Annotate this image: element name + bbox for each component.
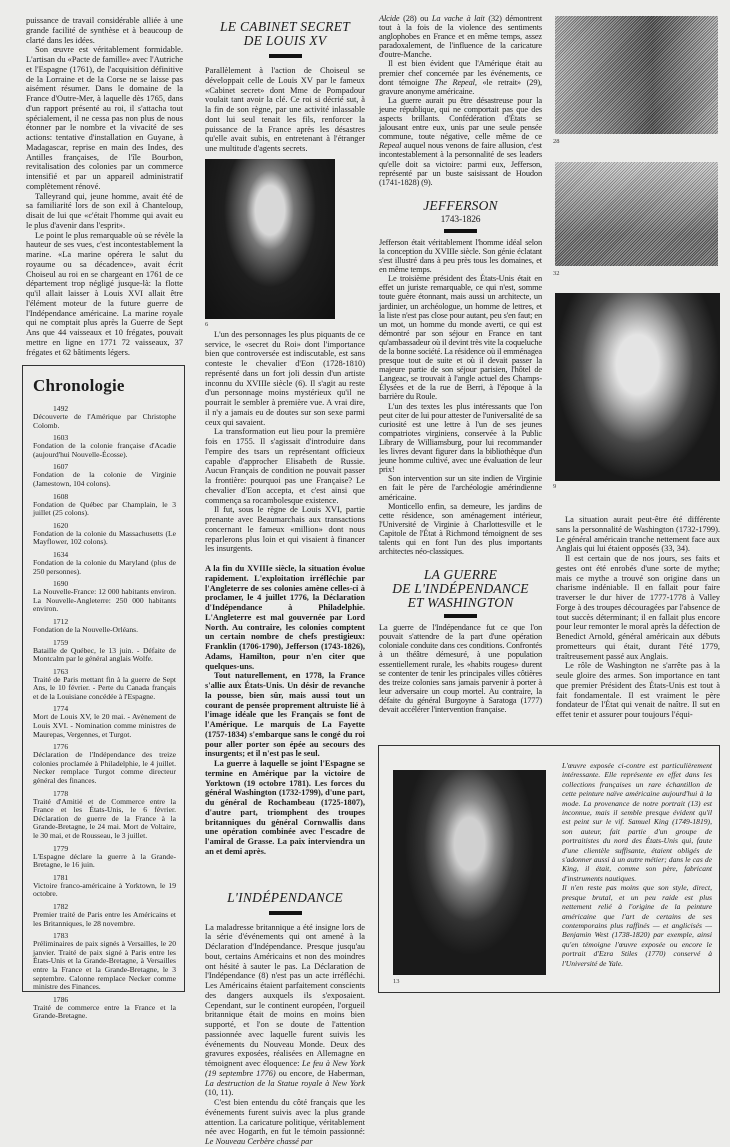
title-line: DE LOUIS XV xyxy=(243,33,327,48)
paragraph: Monticello enfin, sa demeure, les jardins de cette résidence, son aménagement intérieur, l'Université de Virginie à Charlottesville et le Capitole de l'État à Richmond témoignent de ses talents qui en font l'un des plus importants architectes néo-classiques. xyxy=(379,501,542,557)
chronologie-event: La Nouvelle-France: 12 000 habitants environ. La Nouvelle-Angleterre: 250 000 habitants environ. xyxy=(33,587,176,614)
chronologie-year: 1763 xyxy=(53,666,69,676)
engraving-alcide-image xyxy=(555,16,718,134)
chronologie-year: 1603 xyxy=(53,433,69,443)
italic-title: Le feu à New York (19 septembre 1776) xyxy=(205,1059,365,1078)
chronologie-year: 1774 xyxy=(53,704,69,714)
chronologie-event: Premier traité de Paris entre les Américains et les Britanniques, le 28 novembre. xyxy=(33,909,176,928)
chronologie-event: Déclaration de l'Indépendance des treize colonies proclamée à Philadelphie, le 4 juillet. Necker remplace Turgot comme directeur général des finances. xyxy=(33,750,176,786)
chronologie-year: 1620 xyxy=(53,520,69,530)
paragraph: La guerre de l'Indépendance fut ce que l'on pouvait s'attendre de la part d'une opération coloniale conduite dans ces conditions. Confrontés à un théâtre démesuré, à une population essentiellement rurale, les «habits rouges» durent se contenter de tenir les principales villes côtières des treize colonies sans jamais parvenir à porter à leur adversaire un coup mortel. Au contraire, la défaite du général Burgoyne à Saratoga (1777) devait accélérer l'intervention française. xyxy=(379,623,542,714)
column-4-text xyxy=(556,515,720,720)
chronologie-event: Fondation de Québec par Champlain, le 3 juillet (25 colons). xyxy=(33,499,176,518)
chronologie-event: Fondation de la colonie française d'Acadie (aujourd'hui Nouvelle-Écosse). xyxy=(33,441,176,459)
paragraph: Il fut, sous le règne de Louis XVI, partie prenante avec Beaumarchais aux transactions concernant le fameux «million» dont nous reparlerons plus loin et qui visaient à financer les insurgents. xyxy=(205,505,365,554)
chronologie-event: Traité de commerce entre la France et la Grande-Bretagne. xyxy=(33,1002,176,1021)
section-title-jefferson: JEFFERSON xyxy=(423,197,498,213)
title-line: DE L'INDÉPENDANCE xyxy=(392,581,529,597)
column-1-text xyxy=(26,16,183,357)
paragraph: La transformation eut lieu pour la première fois en 1755. Il s'agissait d'introduire dans l'empire des tsars un représentant officieux capable d'approcher Elisabeth de Russie. Aucun Français de condition ne pouvait passer la frontière: pourquoi pas une Française? Le chevalier d'Eon accepta, et c'est ainsi que commença sa rocambolesque existence. xyxy=(205,427,365,505)
text: ou encore, de Haberman, xyxy=(275,1068,365,1078)
chronologie-event: Bataille de Québec, le 13 juin. - Défaite de Montcalm par le général anglais Wolfe. xyxy=(33,645,176,664)
paragraph xyxy=(205,923,365,1099)
chronologie-event: Fondation de la colonie du Maryland (plus de 250 personnes). xyxy=(33,557,176,576)
paragraph: Le point le plus remarquable où se révèle la hauteur de ses vues, c'est incontestablement la marine. «La marine opérera le salut du royaume ou sa décadence», avait écrit Choiseul au roi en se chargeant en 1761 de ce département trop négligé jusque-là: la flotte qu'il allait laisser à Louis XVI allait être l'élément moteur de la future guerre de l'Indépendance américaine. La marine royale qui ne comptait plus après la Guerre de Sept Ans que 44 vaisseaux et 10 frégates, pouvait mettre en ligne en 1771 72 vaisseaux, 37 frégates et 62 bâtiments légers. xyxy=(26,230,183,357)
title-rule xyxy=(444,229,477,233)
paragraph: Son œuvre est véritablement formidable. L'artisan du «Pacte de famille» avec l'Autriche et l'Espagne (1761), de l'acquisition définitive de la Lorraine et de la Corse ne se laisse pas aisément résumer. Dans le domaine de la France d'Outre-Mer, à laquelle dès 1765, dans d'un rapport présenté au roi, il s'attacha tout spécialement, il ne cessa pas non plus de nous étonner par le nombre et la vivacité de ses actions: tentative d'installation en Guyane, à Madagascar, reprise en main des Indes, des Antilles françaises, de l'île Bourbon, revitalisation des colonies par un commerce intensifié et par un appareil administratif complètement rénové. xyxy=(26,45,183,191)
paragraph: Talleyrand qui, jeune homme, avait été de sa familiarité lors de son exil à Chanteloup, disait de lui que «c'était l'homme qui avait eu le plus d'avenir dans l'esprit». xyxy=(26,191,183,230)
chronologie-year: 1608 xyxy=(53,491,69,501)
chronologie-year: 1778 xyxy=(53,788,69,798)
figure-number: 6 xyxy=(205,320,209,328)
title-rule xyxy=(269,54,302,58)
chronologie-box xyxy=(22,365,185,1021)
chronologie-year: 1712 xyxy=(53,616,69,626)
section-title-independance: L'INDÉPENDANCE xyxy=(227,889,343,905)
italic-title: La vache à lait xyxy=(431,14,485,23)
paragraph: L'un des personnages les plus piquants de ce service, le «secret du Roi» dont l'importance bien que controversée est indiscutable, est sans conteste le chevalier d'Eon (1728-1810) représenté dans un fort joli dessin d'un artiste inconnu du XVIIIe siècle (6). Il s'agit au reste d'un personnage moins mystérieux qu'il ne pourrait le sembler à première vue. A vrai dire, il n'y a jamais eu de doutes sur son sexe parmi ceux qui savaient. xyxy=(205,329,365,427)
text: , «le retrait» (29), gravure anonyme américaine. xyxy=(379,77,542,96)
chronologie-year: 1783 xyxy=(53,931,69,941)
italic-title: The Repeal xyxy=(434,77,475,87)
chronologie-event: Préliminaires de paix signés à Versailles, le 20 janvier. Traité de paix signé à Paris entre les États-Unis et la Grande-Bretagne, à Versailles entre la France et la Grande-Bretagne, le 3 septembre. Calonne remplace Necker comme ministre des Finances. xyxy=(33,939,176,992)
figure-6 xyxy=(205,154,365,330)
italic-title: Le Nouveau Cerbère chassé par xyxy=(205,1137,313,1146)
paragraph: L'un des textes les plus intéressants que l'on peut citer de lui pour attester de l'universalité de sa curiosité est une lettre à l'un de ses jeunes compatriotes virginiens, conservée à la Public Library de Williamsburg, pour lui recommander les livres devant figurer dans la bibliothèque d'un jeune homme cultivé, avec une évaluation de leur prix! xyxy=(379,401,542,475)
chronologie-year: 1779 xyxy=(53,843,69,853)
chronologie-event: Fondation de la colonie du Massachusetts (Le Mayflower, 102 colons). xyxy=(33,528,176,547)
paragraph: Il est certain que de nos jours, ses faits et gestes ont été enrobés d'une sorte de mythe; mais ce mythe a trouvé son origine dans un charisme indéniable. Il en fallait pour faire traverser le dur hiver de 1777-1778 à Valley Forge à des troupes découragées par l'absence de tout succès déterminant; il en fallait plus encore pour leur remonter le moral après la défection de Benedict Arnold, général américain aux débuts prometteurs qui était, durant l'été 1779, traîtreusement passé aux Anglais. xyxy=(556,554,720,661)
chronologie-year: 1634 xyxy=(53,549,69,559)
paragraph: Le troisième président des États-Unis était en effet un juriste remarquable, ce qui n'est, somme toute guère étonnant, mais aussi un architecte, un jardinier, un archéologue, un homme de lettres, et la liste n'est pas close pour autant, peu s'en faut; en un mot, un homme du monde averti, ce qui est démontré par son séjour en France en tant qu'ambassadeur où il devint très vite la coqueluche de la bonne société. La résidence où il emménagea presque tout de suite et où il devait passer la majeure partie de son séjour parisien, l'hôtel de Langeac, se trouvait à l'angle actuel des Champs-Élysées et de la rue de Berri, à l'époque à la barrière du Roule. xyxy=(379,274,542,402)
paragraph: La situation aurait peut-être été différente sans la personnalité de Washington (1732-1799). Le général américain tranche nettement face aux Anglais qui lui étaient opposés (33, 34). xyxy=(556,515,720,554)
text: (10, 11). xyxy=(205,1088,234,1098)
text: La guerre aurait pu être désastreuse pour la jeune république, qui ne comportait pas que des aspects brillants. Confédération d'États se jalousant entre eux, unis par une seule pensée commune, toute négative, celle même de ce xyxy=(379,95,542,142)
chronologie-event: Fondation de la Nouvelle-Orléans. xyxy=(33,624,139,634)
paragraph: Tout naturellement, en 1778, la France s'allie aux États-Unis. Un désir de revanche la pousse, bien sûr, mais aussi tout un courant de pensée proprement altruiste lié à l'image idéale que les Français se font de l'Amérique. Le marquis de La Fayette (1757-1834) s'embarque sans le congé du roi pour aller porter son épée au secours des insurgents; et il n'est pas le seul. xyxy=(205,671,365,759)
figure-number: 9 xyxy=(553,483,557,490)
paragraph xyxy=(379,14,542,59)
text: auquel nous venons de faire allusion, c'est incontestablement à la personnalité de ses leaders qu'elle doit sa victoire: parmi eux, Jefferson, représenté par un buste saisissant de Houdon (1741-1828) (9). xyxy=(379,141,542,187)
text: (28) ou xyxy=(399,14,432,23)
paragraph xyxy=(379,96,542,187)
column-3-text xyxy=(379,14,542,714)
paragraph: Le rôle de Washington ne s'arrête pas à la seule gloire des armes. Son importance en tant que premier Président des États-Unis est tout à fait fondamentale. Il est vraiment le père fondateur de l'État qui venait de naître. Il sut en effet tenir et assurer pour toujours l'équi- xyxy=(556,661,720,719)
chronologie-list xyxy=(23,404,184,1021)
italic-title: Repeal xyxy=(379,141,402,151)
text: La maladresse britannique a été insigne lors de la série d'événements qui ont amené à la Déclaration d'Indépendance. Presque jusqu'au bout, certains Américains et non des moindres ont hésité à sauter le pas. La Déclaration de l'Indépendance (8) n'est pas un acte irréfléchi. Les Américains étaient parfaitement conscients des dangers auxquels ils s'exposaient. Cependant, sur le continent européen, l'orgueil britannique était de moins en moins bien supporté, et l'on se doute de l'attention passionnée avec laquelle furent suivis les événements du Nouveau Monde. Deux des gravures exposées, réalisées en Allemagne en témoignent avec éloquence: xyxy=(205,922,365,1068)
section-title-cabinet-secret xyxy=(205,20,365,48)
paragraph: Jefferson était véritablement l'homme idéal selon la conception du XVIIIe siècle. Son génie éclatant s'est illustré dans à peu près tous les domaines, et en même temps. xyxy=(379,237,542,275)
jefferson-dates: 1743-1826 xyxy=(440,214,481,225)
chronologie-year: 1759 xyxy=(53,637,69,647)
chronologie-year: 1690 xyxy=(53,579,69,589)
figure-number: 32 xyxy=(553,270,560,277)
title-line: ET WASHINGTON xyxy=(407,595,514,611)
figure-number: 13 xyxy=(393,978,400,985)
paragraph: La guerre à laquelle se joint l'Espagne se termine en Amérique par la victoire de Yorktown (19 octobre 1781). Les forces du général Washington (1732-1799), d'une part, du général de Rochambeau (1725-1807), d'autre part, triomphent des troupes britanniques du général Cornwallis dans une opération combinée avec l'escadre de l'amiral de Grasse. La paix interviendra un an et demi après. xyxy=(205,759,365,856)
bust-jefferson-houdon-image xyxy=(555,293,720,481)
chronologie-year: 1781 xyxy=(53,872,69,882)
portrait-washington-box xyxy=(378,745,720,993)
paragraph xyxy=(379,59,542,95)
paragraph: puissance de travail considérable alliée à une grande facilité de synthèse et à beaucoup de clarté dans les idées. xyxy=(26,16,183,45)
chronologie-title: Chronologie xyxy=(33,376,125,395)
title-rule xyxy=(444,614,477,618)
portrait-caption xyxy=(562,761,712,968)
text: Il est bien évident que l'Amérique était au premier chef concernée par les événements, ce dont témoigne xyxy=(379,59,542,87)
title-line: LE CABINET SECRET xyxy=(219,19,351,34)
chronologie-year: 1607 xyxy=(53,462,69,472)
chronologie-event: Traité d'Amitié et de Commerce entre la France et les États-Unis, le 6 février. Déclaration de guerre de la France à la Grande-Bretagne, le 24 mai. Mort de Voltaire, le 30 mai, et de Rousseau, le 3 juillet. xyxy=(33,796,176,840)
italic-title: Alcide xyxy=(379,14,400,23)
title-line: LA GUERRE xyxy=(423,567,498,583)
chronologie-event: Fondation de la colonie de Virginie (Jamestown, 104 colons). xyxy=(33,470,176,488)
chronologie-year: 1776 xyxy=(53,742,69,752)
title-rule xyxy=(269,911,302,915)
chronologie-event: Traité de Paris mettant fin à la guerre de Sept Ans, le 10 février. - Perte du Canada français et de la Louisiane concédée à l'Espagne. xyxy=(33,674,176,701)
portrait-chevalier-eon-image xyxy=(205,159,335,319)
paragraph xyxy=(205,1098,365,1147)
paragraph: Son intervention sur un site indien de Virginie en fait le père de l'archéologie amérindienne américaine. xyxy=(379,474,542,502)
figure-number: 28 xyxy=(553,138,560,145)
section-title-guerre xyxy=(379,568,542,610)
lead-paragraph: A la fin du XVIIIe siècle, la situation évolue rapidement. L'exploitation irréfléchie par l'Angleterre de ses colonies amène celles-ci à proclamer, le 4 juillet 1776, la Déclaration d'Indépendance à Philadelphie. L'Angleterre est mal gouvernée par Lord North. Au contraire, les colonies comptent un certain nombre de chefs prestigieux: Franklin (1706-1790), Jefferson (1743-1826), Adams, Hamilton, pour n'en citer que quelques-uns. xyxy=(205,564,365,671)
chronologie-event: Découverte de l'Amérique par Christophe Colomb. xyxy=(33,412,176,430)
text: (32) démontrent tout à la fois de la violence des sentiments anglophobes en France et en même temps, assez paradoxalement, de l'influence de la caricature d'outre-Manche. xyxy=(379,14,542,60)
chronologie-event: Mort de Louis XV, le 20 mai. - Avènement de Louis XVI. - Nomination comme ministres de Maurepas, Vergennes, et Turgot. xyxy=(33,712,176,739)
chronologie-event: Victoire franco-américaine à Yorktown, le 19 octobre. xyxy=(33,880,176,899)
engraving-vache-a-lait-image xyxy=(555,162,718,266)
column-2-text xyxy=(205,20,365,1147)
text: C'est bien entendu du côté français que les événements furent suivis avec la plus grande attention. La caricature politique, véritablement née avec Hogarth, en fut le témoin passionné: xyxy=(205,1098,365,1137)
portrait-samuel-king-image xyxy=(393,770,546,975)
italic-title: La destruction de la Statue royale à New York xyxy=(205,1078,365,1088)
chronologie-year: 1786 xyxy=(53,994,69,1004)
paragraph: Il n'en reste pas moins que son style, direct, presque brutal, et un peu raide est plus nettement relié à l'origine de la peinture américaine que l'art de certains de ses contemporains plus raffinés — et anglicisés — Benjamin West (1738-1820) par exemple, ainsi qu'en témoigne l'œuvre exposée ou encore le portrait d'Ezra Stiles (1770) conservé à l'Université de Yale. xyxy=(562,883,712,968)
paragraph: Parallèlement à l'action de Choiseul se développait celle de Louis XV par le fameux «Cabinet secret» dont Mme de Pompadour voulait tant avoir la clé. Ce roi si décrié sut, à la fin de son règne, par une activité inlassable dont lui seul tenait les fils, renforcer la puissance de la France après les désastres qu'elle avait subis, en entretenant à l'étranger une multitude d'agents secrets. xyxy=(205,66,365,153)
chronologie-event: L'Espagne déclare la guerre à la Grande-Bretagne, le 16 juin. xyxy=(33,851,176,870)
chronologie-year: 1492 xyxy=(53,404,69,413)
paragraph: L'œuvre exposée ci-contre est particulièrement intéressante. Elle représente en effet dans les collections françaises un rare échantillon de cette peinture naïve américaine aujourd'hui à la mode. La provenance de notre portrait (13) est inconnue, mais il semble presque évident qu'il est peint sur le vif. Samuel King (1749-1819), son auteur, fait partie d'un groupe de portraitistes du nord des États-Unis qui, faute d'une clientèle suffisante, étaient obligés de s'adonner aussi à un autre métier; dans le cas de King, il était, comme son père, fabricant d'instruments nautiques. xyxy=(562,761,712,883)
chronologie-year: 1782 xyxy=(53,901,69,911)
